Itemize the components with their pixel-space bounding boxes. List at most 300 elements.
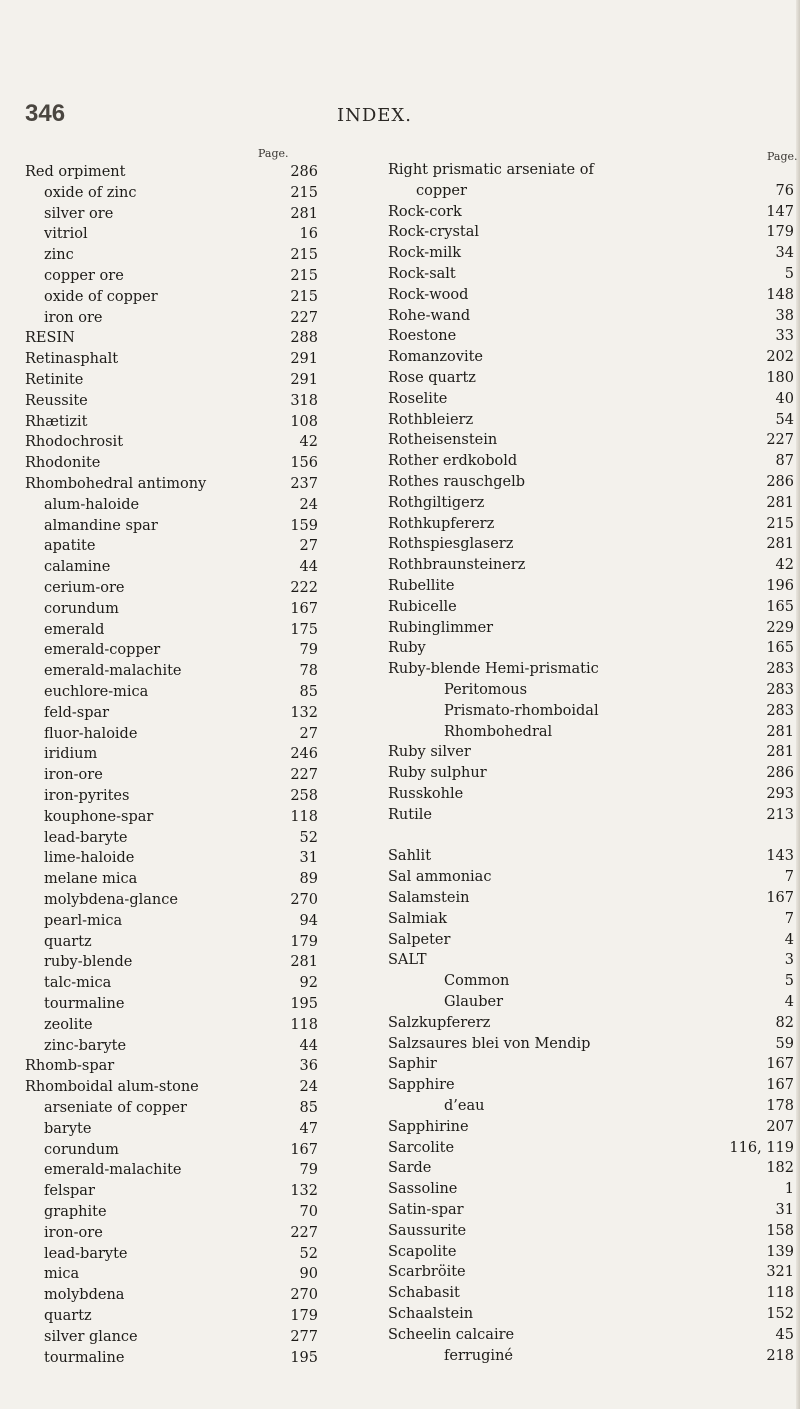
index-term: Glauber [444,994,503,1010]
index-page-number: 79 [299,1162,318,1179]
index-page-number: 59 [775,1035,794,1052]
index-entry [380,618,794,638]
index-term: emerald [44,621,105,638]
index-entry [0,724,318,744]
index-term: Scheelin calcaire [388,1326,515,1343]
index-page-number: 167 [766,1077,794,1094]
index-entry [380,1304,794,1324]
index-entry [380,410,794,430]
index-page-number: 54 [775,411,794,428]
index-page-number: 4 [784,994,794,1010]
index-entry [0,495,318,515]
index-page-number: 40 [775,390,794,407]
index-page-number: 34 [775,245,794,262]
index-entry [0,204,318,224]
index-term: lead-baryte [44,829,128,846]
index-page-number: 195 [290,996,318,1012]
index-term: SALT [388,952,427,969]
index-page-number: 78 [299,663,318,680]
index-page-number: 283 [766,682,794,698]
index-page-number: 218 [766,1347,794,1364]
index-term: Rock-salt [388,266,456,282]
index-term: Schaalstein [388,1306,474,1322]
index-entry [0,848,318,868]
index-page-number: 222 [290,580,318,596]
index-entry [380,1138,794,1158]
index-page-number: 152 [766,1306,794,1322]
index-entry [0,224,318,244]
index-term: pearl-mica [44,912,123,929]
index-entry [380,950,794,970]
index-entry [380,576,794,596]
index-entry [0,1036,318,1056]
index-term: Rubicelle [388,598,457,615]
index-page-number: 45 [775,1326,794,1343]
index-term: d’eau [444,1098,485,1114]
index-term: tourmaline [44,1349,125,1366]
index-page-number: 76 [775,182,794,199]
index-page-number: 207 [766,1118,794,1135]
index-term: calamine [44,559,111,576]
index-entry [380,243,794,263]
index-term: corundum [44,600,119,617]
index-term: Rock-crystal [388,224,479,241]
index-entry [0,973,318,993]
index-entry [0,557,318,577]
index-term: Rhombohedral antimony [25,476,207,492]
index-page-number: 167 [290,1141,318,1158]
index-entry [380,1200,794,1220]
index-page-number: 179 [766,224,794,241]
index-term: feld-spar [44,704,110,721]
index-term: Rhodochrosit [25,434,124,451]
index-entry [0,1015,318,1035]
index-term: iridium [44,746,98,763]
index-page-number: 85 [299,684,318,700]
index-entry [0,287,318,307]
index-page-number: 132 [290,1183,318,1200]
index-entry [380,909,794,929]
index-entry [0,370,318,390]
index-term: Ruby [388,640,426,657]
index-page-number: 281 [766,723,794,740]
index-page-number: 44 [299,559,318,576]
index-term: euchlore-mica [44,684,149,700]
index-page-number: 108 [290,413,318,430]
index-term: lime-haloide [44,850,135,867]
index-page-number: 281 [766,744,794,761]
index-entry [380,971,794,991]
index-term: Salmiak [388,910,448,927]
index-page-number: 215 [290,268,318,284]
index-entry [0,1223,318,1243]
index-page-number: 215 [766,515,794,532]
index-page-number: 178 [766,1098,794,1114]
index-entry [0,952,318,972]
index-entry [380,1346,794,1366]
index-page-number: 246 [290,746,318,763]
index-term: apatite [44,538,96,555]
index-entry [0,578,318,598]
index-term: Romanzovite [388,349,483,366]
index-page-number: 158 [766,1222,794,1239]
index-page-number: 89 [299,871,318,888]
index-page-number: 286 [766,765,794,782]
index-page-number: 147 [766,203,794,220]
index-entry [380,742,794,762]
index-term: ferruginé [444,1347,513,1364]
index-page-number: 156 [290,455,318,472]
index-page-number: 70 [299,1204,318,1220]
index-term: Prismato-rhomboidal [444,702,599,719]
index-term: silver glance [44,1328,138,1345]
index-entry [0,1244,318,1264]
index-term: Rubinglimmer [388,619,494,636]
index-entry [0,890,318,910]
index-page-number: 281 [290,205,318,222]
index-term: Rothkupfererz [388,515,495,532]
index-entry [380,867,794,887]
index-term: Sassoline [388,1181,458,1198]
index-entry [0,1181,318,1201]
index-page-number: 179 [290,1308,318,1324]
index-term: Ruby-blende Hemi-prismatic [388,661,599,678]
index-page-number: 215 [290,247,318,264]
index-page-number: 258 [290,788,318,804]
index-entry [0,349,318,369]
index-page-number: 16 [299,226,318,243]
index-term: zeolite [44,1016,93,1033]
index-page-number: 5 [784,973,794,990]
index-page-number: 281 [766,494,794,511]
index-entry [380,992,794,1012]
index-entry [0,391,318,411]
index-page-number: 165 [766,640,794,657]
index-entry [380,1283,794,1303]
index-term: Saphir [388,1056,437,1073]
index-term: Rock-wood [388,286,469,303]
index-term: Rhætizit [25,413,88,430]
index-page-number: 52 [299,829,318,846]
index-term: iron-pyrites [44,788,130,804]
index-entry [0,640,318,660]
index-term: Salzsaures blei von Mendip [388,1035,591,1052]
index-page-number: 148 [766,286,794,303]
index-term: Satin-spar [388,1202,464,1218]
index-term: graphite [44,1204,107,1220]
index-entry [380,326,794,346]
index-page-number: 33 [775,328,794,345]
index-page-number: 27 [299,538,318,555]
index-term: almandine spar [44,517,158,534]
index-entry [380,659,794,679]
index-entry [380,202,794,222]
index-page-number: 94 [299,912,318,929]
index-page-number: 293 [766,786,794,802]
index-term: Rothes rauschgelb [388,474,526,490]
index-entry [0,516,318,536]
index-term: Rother erdkobold [388,453,518,470]
index-entry [380,555,794,575]
index-entry [0,620,318,640]
index-term: mica [44,1266,80,1283]
index-term: Sarde [388,1160,432,1177]
index-term: zinc [44,247,74,264]
index-term: Rohe-wand [388,307,471,324]
index-entry [0,183,318,203]
index-term: Ruby silver [388,744,471,761]
index-term: Rose quartz [388,370,476,386]
index-term: Peritomous [444,682,528,698]
index-term: molybdena [44,1287,125,1304]
index-entry [380,1075,794,1095]
index-term: silver ore [44,205,114,222]
index-page-number: 167 [766,1056,794,1073]
index-entry [380,784,794,804]
index-page-number: 283 [766,661,794,678]
index-term: copper [416,182,467,199]
index-entry [380,1117,794,1137]
index-term: felspar [44,1183,95,1200]
index-entry [380,805,794,825]
index-term: Rubellite [388,578,455,594]
index-term: Saussurite [388,1222,467,1239]
index-term: corundum [44,1141,119,1158]
index-entry [0,682,318,702]
index-page-number: 1 [784,1181,794,1198]
index-term: Sapphire [388,1077,455,1094]
index-page-number: 202 [766,349,794,366]
index-page-number: 139 [766,1243,794,1260]
index-term: Sahlit [388,848,432,865]
index-entry [380,1096,794,1116]
index-term: Rothspiesglaserz [388,536,514,553]
index-entry [380,430,794,450]
index-term: Red orpiment [25,164,126,180]
index-term: quartz [44,933,92,950]
index-page-number: 31 [299,850,318,867]
index-page-number: 237 [290,476,318,492]
index-term: talc-mica [44,975,112,992]
index-page-number: 3 [784,952,794,969]
index-entry [380,1034,794,1054]
index-entry [380,1242,794,1262]
index-page-number: 52 [299,1245,318,1262]
index-term: emerald-malachite [44,1162,182,1179]
index-page-number: 182 [766,1160,794,1177]
index-entry [0,1160,318,1180]
index-page-number: 180 [766,370,794,386]
index-term: Scapolite [388,1243,457,1260]
index-entry [380,347,794,367]
index-term: fluor-haloide [44,725,138,742]
index-term: Rhomb-spar [25,1058,115,1075]
index-term: Retinasphalt [25,351,119,368]
index-term: Salzkupfererz [388,1014,491,1031]
index-term: Schabasit [388,1285,460,1302]
index-term: Rothbleierz [388,411,474,428]
index-page-number: 286 [290,164,318,180]
index-entry [0,703,318,723]
index-entry [0,162,318,182]
index-page-number: 47 [299,1120,318,1137]
index-entry [0,1119,318,1139]
index-term: Reussite [25,392,88,409]
index-entry [380,514,794,534]
index-page-number: 79 [299,642,318,659]
index-entry [0,994,318,1014]
index-page-number: 5 [784,266,794,282]
index-entry [380,1054,794,1074]
index-entry [0,412,318,432]
index-term: lead-baryte [44,1245,128,1262]
index-page-number: 167 [766,890,794,906]
index-entry [380,763,794,783]
index-term: iron-ore [44,1224,103,1241]
index-entry [0,1098,318,1118]
index-term: Salamstein [388,890,470,906]
index-entry [0,744,318,764]
page-number: 346 [25,100,66,127]
index-page-number: 159 [290,517,318,534]
index-page-number: 143 [766,848,794,865]
index-entry [0,453,318,473]
index-term: RESIN [25,330,75,347]
index-entry [380,264,794,284]
index-page-number: 227 [290,309,318,326]
index-page-number: 42 [775,557,794,574]
index-entry [380,285,794,305]
index-term: Retinite [25,372,84,388]
index-term: oxide of zinc [44,184,137,201]
index-term: Rothgiltigerz [388,494,485,511]
index-page-number: 215 [290,184,318,201]
index-entry [0,536,318,556]
index-page-number: 167 [290,600,318,617]
index-entry [380,451,794,471]
index-entry [0,1202,318,1222]
index-page-number: 318 [290,392,318,409]
index-term: Sal ammoniac [388,869,492,886]
index-entry [0,308,318,328]
index-page-number: 7 [784,910,794,927]
index-term: copper ore [44,268,124,284]
index-entry [0,1327,318,1347]
index-entry [0,1285,318,1305]
index-term: iron ore [44,309,103,326]
index-term: arseniate of copper [44,1100,187,1116]
index-term: iron-ore [44,767,103,784]
index-page-number: 116, 119 [729,1139,794,1156]
index-entry [380,888,794,908]
index-entry [380,306,794,326]
index-page-number: 196 [766,578,794,594]
index-term: Right prismatic arseniate of [388,162,594,178]
index-entry [0,807,318,827]
index-entry [0,1077,318,1097]
index-entry [0,932,318,952]
index-term: emerald-malachite [44,663,182,680]
index-entry [0,1306,318,1326]
index-term: cerium-ore [44,580,125,596]
index-entry [380,181,794,201]
index-entry [380,389,794,409]
index-page-number: 175 [290,621,318,638]
index-entry [0,245,318,265]
index-page-number: 291 [290,372,318,388]
index-page-number: 165 [766,598,794,615]
index-entry [380,846,794,866]
index-entry [0,1348,318,1368]
index-page-number: 87 [775,453,794,470]
index-term: Sapphirine [388,1118,469,1135]
index-page-number: 215 [290,288,318,305]
index-page-number: 118 [290,808,318,825]
index-page-number: 90 [299,1266,318,1283]
index-entry [380,1179,794,1199]
index-page-number: 270 [290,1287,318,1304]
index-term: Rhodonite [25,455,101,472]
index-entry [0,911,318,931]
index-page-number: 227 [766,432,794,449]
index-entry [380,826,794,846]
index-page-number: 118 [766,1285,794,1302]
index-term: Russkohle [388,786,464,802]
index-page-number: 27 [299,725,318,742]
index-entry [0,432,318,452]
index-page-number: 38 [775,307,794,324]
index-term: Rhomboidal alum-stone [25,1079,199,1096]
index-page-number: 277 [290,1328,318,1345]
index-page-number: 281 [766,536,794,553]
index-term: ruby-blende [44,954,133,971]
index-page-number: 44 [299,1037,318,1054]
index-page-number: 229 [766,619,794,636]
index-entry [0,266,318,286]
index-page-number: 118 [290,1016,318,1033]
index-term: Ruby sulphur [388,765,487,782]
index-entry [0,828,318,848]
index-entry [0,786,318,806]
index-term: melane mica [44,871,138,888]
index-entry [0,1264,318,1284]
index-entry [0,474,318,494]
index-page-number: 92 [299,975,318,992]
index-entry [380,1262,794,1282]
index-term: Rutile [388,806,432,823]
index-page-number: 42 [299,434,318,451]
index-entry [0,661,318,681]
index-page-number: 291 [290,351,318,368]
index-entry [380,368,794,388]
index-entry [380,160,794,180]
index-term: emerald-copper [44,642,161,659]
index-entry [380,680,794,700]
index-entry [380,1325,794,1345]
index-entry [380,1158,794,1178]
index-page-number: 4 [784,931,794,948]
index-term: vitriol [44,226,88,243]
index-term: Roestone [388,328,457,345]
index-term: oxide of copper [44,288,158,305]
index-entry [0,1140,318,1160]
index-term: Salpeter [388,931,451,948]
index-entry [380,597,794,617]
index-page-number: 85 [299,1100,318,1116]
index-term: baryte [44,1120,92,1137]
index-entry [380,1221,794,1241]
index-page-number: 31 [775,1202,794,1218]
